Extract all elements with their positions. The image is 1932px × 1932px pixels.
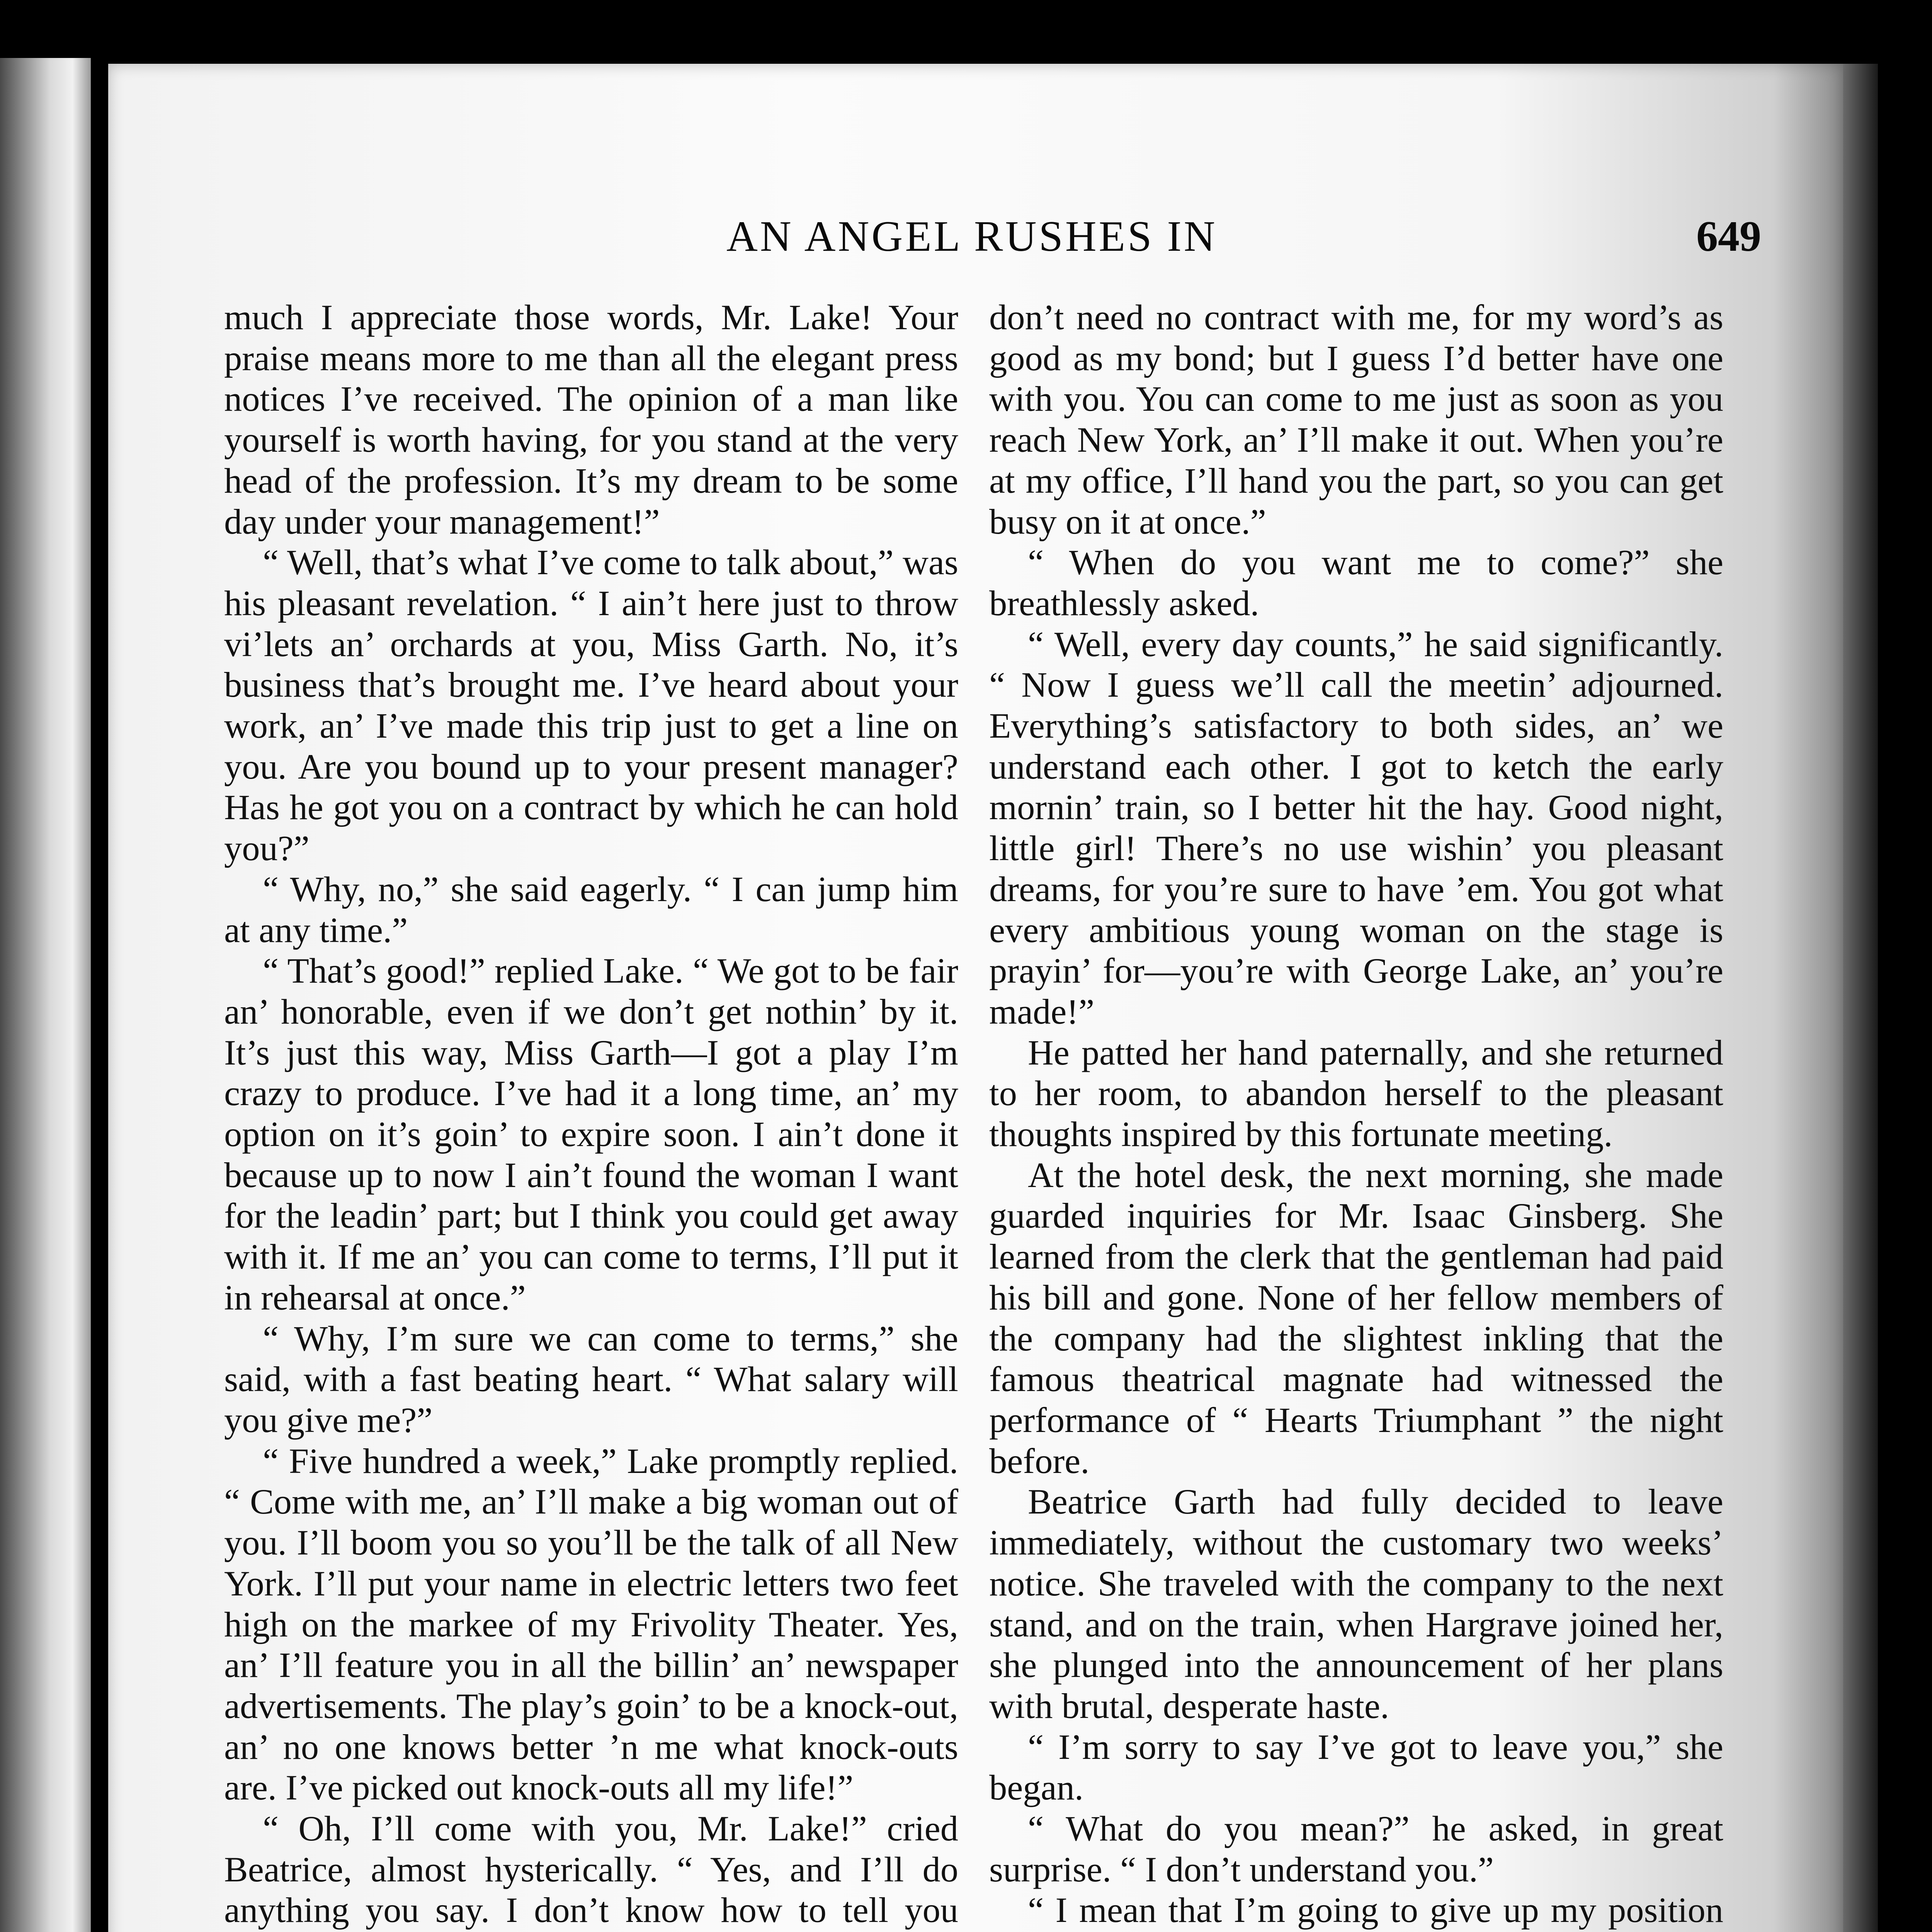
paragraph: “ Why, I’m sure we can come to terms,” she said, with a fast beating heart. “ What salary will you give me?” — [224, 1319, 958, 1440]
running-head: AN ANGEL RUSHES IN — [726, 213, 1218, 260]
paragraph: He patted her hand paternally, and she returned to her room, to abandon herself to the pleasant thoughts inspired by this fortunate meeting. — [989, 1033, 1723, 1155]
page-binding-shadow — [1843, 64, 1878, 1932]
paragraph: “ When do you want me to come?” she breathlessly asked. — [989, 543, 1723, 623]
paragraph: “ I mean that I’m going to give up my position — [1028, 1891, 1723, 1930]
paragraph: “ Five hundred a week,” Lake promptly replied. “ Come with me, an’ I’ll make a big woman out of you. I’ll boom you so you’ll be the talk of all New York. I’ll put your name in electric letters two feet high on the markee of my Frivolity Theater. Yes, an’ I’ll feature you in all the billin’ an’ newspaper advertisements. The play’s goin’ to be a knock-out, an’ no one knows better ’n me what knock-outs are. I’ve picked out knock-outs all my life!” — [224, 1441, 958, 1808]
paragraph: “ That’s good!” replied Lake. “ We got to be fair an’ honorable, even if we don’t get nothin’ by it. It’s just this way, Miss Garth—I got a play I’m crazy to produce. I’ve had it a long time, an’ my option on it’s goin’ to expire soon. I ain’t done it because up to now I ain’t found the woman I want for the leadin’ part; but I think you could get away with it. If me an’ you can come to terms, I’ll put it in rehearsal at once.” — [224, 951, 958, 1318]
paragraph: “ Oh, I’ll come with you, Mr. Lake!” cried Beatrice, almost hysterically. “ Yes, and I’ll do anything you say. I don’t know how to tell you — [224, 1809, 958, 1930]
paragraph: don’t need no contract with me, for my word’s as good as my bond; but I guess I’d better have one with you. You can come to me just as soon as you reach New York, an’ I’ll make it out. When you’re at my office, I’ll hand you the part, so you can get busy on it at once.” — [989, 298, 1723, 542]
facing-page-edge — [0, 58, 91, 1932]
paragraph: “ Well, that’s what I’ve come to talk about,” was his pleasant revelation. “ I ain’t here just to throw vi’lets an’ orchards at you, Miss Garth. No, it’s business that’s brought me. I’ve heard about your work, an’ I’ve made this trip just to get a line on you. Are you bound up to your present manager? Has he got you on a contract by which he can hold you?” — [224, 543, 958, 869]
paragraph: At the hotel desk, the next morning, she made guarded inquiries for Mr. Isaac Ginsberg. She learned from the clerk that the gentleman had paid his bill and gone. None of her fellow members of the company had the slightest inkling that the famous theatrical magnate had witnessed the performance of “ Hearts Triumphant ” the night before. — [989, 1155, 1723, 1481]
left-text-column — [224, 298, 958, 1932]
paragraph: much I appreciate those words, Mr. Lake! Your praise means more to me than all the elegant press notices I’ve received. The opinion of a man like yourself is worth having, for you stand at the very head of the profession. It’s my dream to be some day under your management!” — [224, 298, 958, 542]
right-text-column — [989, 298, 1723, 1932]
page-number: 649 — [1696, 213, 1761, 260]
paragraph: Beatrice Garth had fully decided to leave immediately, without the customary two weeks’ notice. She traveled with the company to the next stand, and on the train, when Hargrave joined her, she plunged into the announcement of her plans with brutal, desperate haste. — [989, 1482, 1723, 1726]
paragraph: “ I’m sorry to say I’ve got to leave you,” she began. — [989, 1727, 1723, 1808]
paragraph: “ Why, no,” she said eagerly. “ I can jump him at any time.” — [224, 869, 958, 950]
paragraph: “ Well, every day counts,” he said significantly. “ Now I guess we’ll call the meetin’ adjourned. Everything’s satisfactory to both sides, an’ we understand each other. I got to ketch the early mornin’ train, so I better hit the hay. Good night, little girl! There’s no use wishin’ you pleasant dreams, for you’re sure to have ’em. You got what every ambitious young woman on the stage is prayin’ for—you’re with George Lake, an’ you’re made!” — [989, 624, 1723, 1032]
paragraph: “ What do you mean?” he asked, in great surprise. “ I don’t understand you.” — [989, 1809, 1723, 1889]
